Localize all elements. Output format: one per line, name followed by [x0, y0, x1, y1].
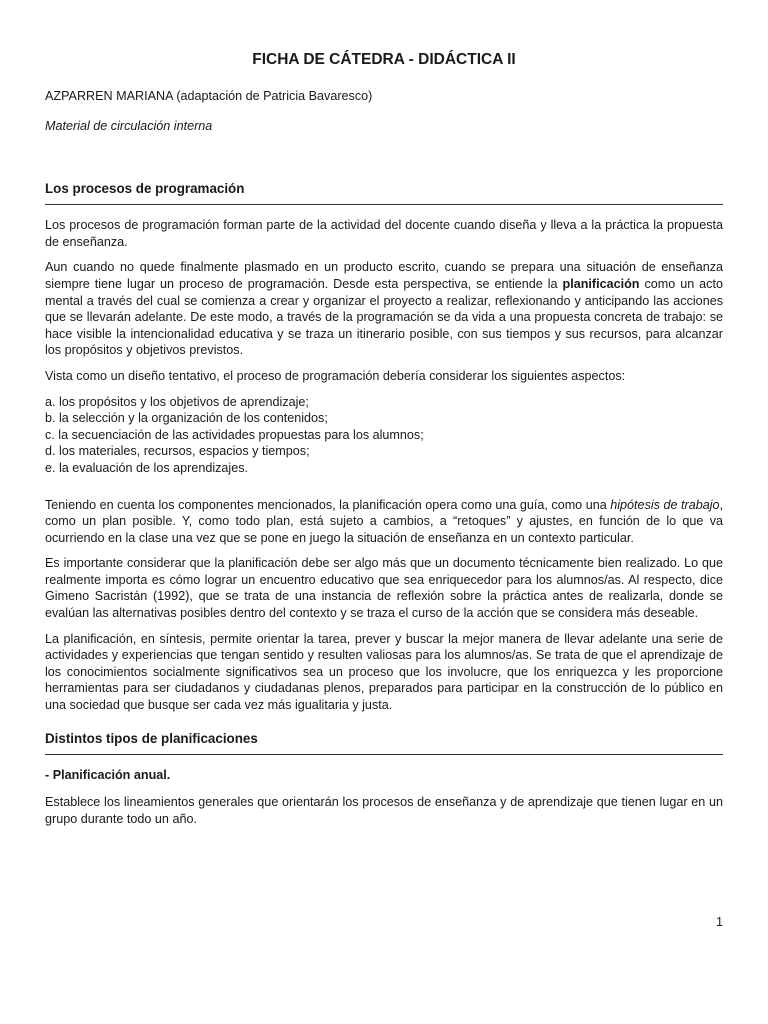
paragraph-text: Aun cuando no quede finalmente plasmado en un producto escrito, cuando se prepara una situación de enseñanza siempre tiene lugar un proceso de programación. Desde esta perspectiva, se entiende la	[45, 260, 723, 291]
section-heading: Distintos tipos de planificaciones	[45, 730, 723, 755]
document-title: FICHA DE CÁTEDRA - DIDÁCTICA II	[252, 51, 516, 68]
aspects-list	[45, 394, 723, 477]
section-planning-types	[45, 730, 723, 828]
list-item: d. los materiales, recursos, espacios y tiempos;	[45, 444, 310, 459]
paragraph: Los procesos de programación forman parte de la actividad del docente cuando diseña y lleva a la práctica la propuesta de enseñanza.	[45, 218, 723, 249]
paragraph: La planificación, en síntesis, permite orientar la tarea, prever y buscar la mejor manera de llevar adelante una serie de actividades y experiencias que tengan sentido y resulten valiosas para los alumnos/as. Se trata de que el aprendizaje de los conocimientos socialmente significativos sea un proceso que los involucre, que los enriquezca y les proporcione herramientas para ser ciudadanos y ciudadanas plenos, preparados para participar en la construcción de lo público en una sociedad que busque ser cada vez más igualitaria y justa.	[45, 631, 723, 713]
paragraph-text: , como un plan posible. Y, como todo plan, está sujeto a cambios, a “retoques” y ajustes, en función de lo que va ocurriendo en la clase una vez que se pone en juego la situación de enseñanza en un contexto particular.	[45, 497, 724, 545]
list-item: a. los propósitos y los objetivos de aprendizaje;	[45, 394, 309, 409]
subsection-heading: - Planificación anual.	[45, 767, 171, 782]
author-line: AZPARREN MARIANA (adaptación de Patricia Bavaresco)	[45, 89, 373, 103]
list-item: e. la evaluación de los aprendizajes.	[45, 460, 249, 475]
italic-term: hipótesis de trabajo	[610, 497, 720, 512]
paragraph-text: Teniendo en cuenta los componentes mencionados, la planificación opera como una guía, como una	[45, 497, 611, 512]
paragraph	[45, 497, 723, 547]
bold-term: planificación	[562, 276, 640, 291]
page-number: 1	[715, 915, 723, 929]
paragraph-text: como un acto mental a través del cual se comienza a crear y organizar el proyecto a realizar, reflexionando y anticipando las acciones que se llevarán adelante. De este modo, a través de la programación se da vida a una propuesta concreta de trabajo: se hace visible la intencionalidad educativa y se traza un itinerario posible, con sus tiempos y sus recursos, para alcanzar los propósitos y objetivos previstos.	[45, 276, 723, 358]
list-item: c. la secuenciación de las actividades propuestas para los alumnos;	[45, 427, 424, 442]
paragraph: Vista como un diseño tentativo, el proceso de programación debería considerar los siguientes aspectos:	[45, 368, 626, 383]
paragraph	[45, 259, 723, 359]
section-heading: Los procesos de programación	[45, 180, 723, 205]
list-item: b. la selección y la organización de los contenidos;	[45, 411, 328, 426]
paragraph: Establece los lineamientos generales que orientarán los procesos de enseñanza y de aprendizaje que tienen lugar en un grupo durante todo un año.	[45, 795, 723, 826]
paragraph: Es importante considerar que la planificación debe ser algo más que un documento técnicamente bien realizado. Lo que realmente importa es cómo lograr un encuentro educativo que sea enriquecedor para los alumnos/as. Al respecto, dice Gimeno Sacristán (1992), que se trata de una instancia de reflexión sobre la práctica antes de realizarla, donde se evalúan las alternativas posibles dentro del contexto y se traza el curso de la acción que se considera más deseable.	[45, 556, 723, 621]
document-subtitle: Material de circulación interna	[45, 118, 213, 133]
section-programming-processes	[45, 180, 723, 713]
